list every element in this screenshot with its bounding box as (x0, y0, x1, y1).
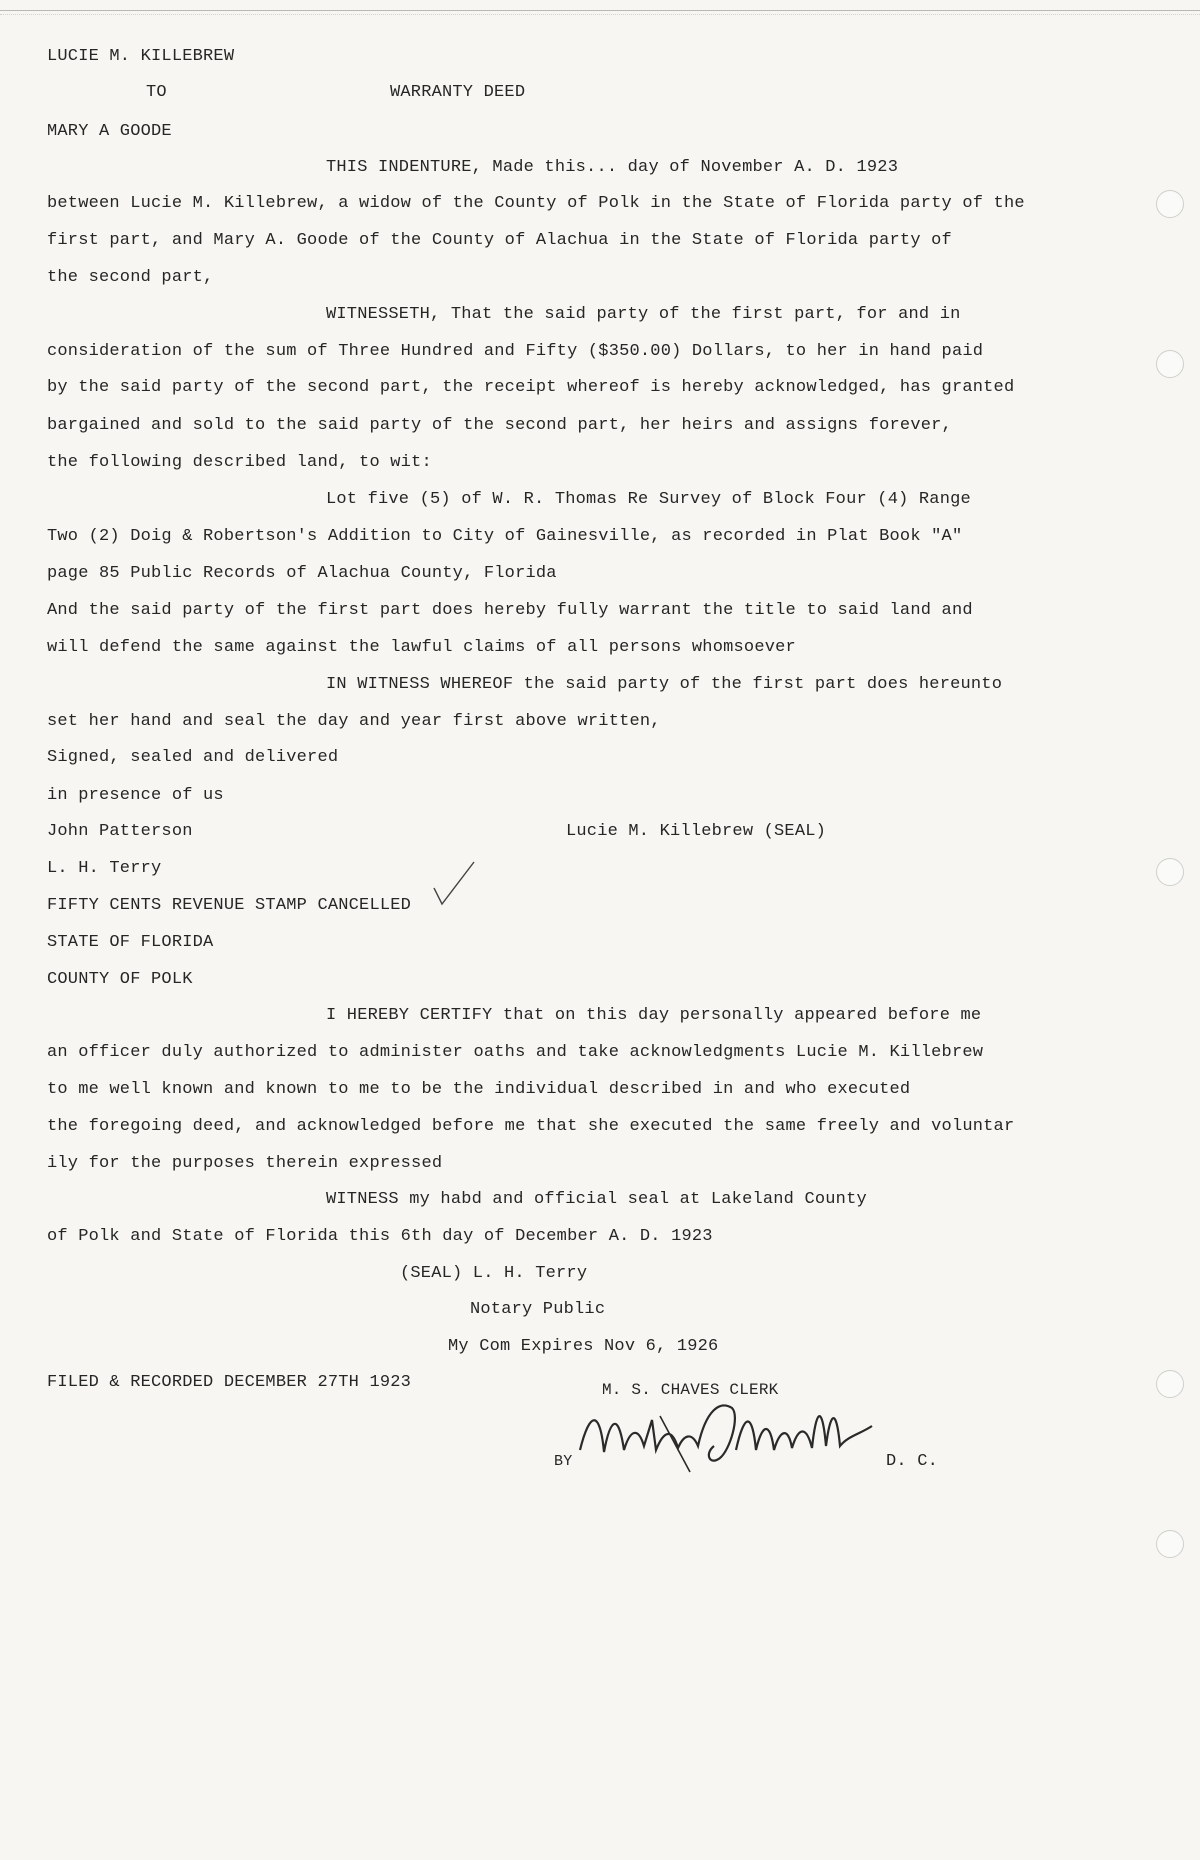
filed-recorded: FILED & RECORDED DECEMBER 27TH 1923 (47, 1373, 412, 1392)
grantee-name: MARY A GOODE (47, 122, 172, 141)
doc-type-title: WARRANTY DEED (390, 83, 526, 102)
signer-name: Lucie M. Killebrew (SEAL) (566, 822, 827, 841)
notary-witness-line: of Polk and State of Florida this 6th day of December A. D. 1923 (47, 1227, 713, 1246)
notary-name: (SEAL) L. H. Terry (400, 1264, 588, 1283)
page-top-edge (0, 10, 1200, 11)
warranty-line: will defend the same against the lawful claims of all persons whomsoever (47, 638, 796, 657)
clerk-name: M. S. CHAVES CLERK (602, 1381, 779, 1399)
revenue-stamp-note: FIFTY CENTS REVENUE STAMP CANCELLED (47, 896, 412, 915)
signed-line: Signed, sealed and delivered (47, 748, 339, 767)
lot-description-line: Lot five (5) of W. R. Thomas Re Survey of Block Four (4) Range (326, 490, 971, 509)
indenture-line: THIS INDENTURE, Made this... day of November A. D. 1923 (326, 158, 899, 177)
punch-hole-2 (1156, 350, 1184, 378)
lot-description-line: page 85 Public Records of Alachua County, Florida (47, 564, 557, 583)
in-witness-line: set her hand and seal the day and year first above written, (47, 712, 661, 731)
deputy-signature-icon (560, 1380, 890, 1490)
lot-description-line: Two (2) Doig & Robertson's Addition to City of Gainesville, as recorded in Plat Book "A" (47, 527, 963, 546)
witnesseth-line: WITNESSETH, That the said party of the first part, for and in (326, 305, 961, 324)
acknowledgment-line: I HEREBY CERTIFY that on this day personally appeared before me (326, 1006, 982, 1025)
punch-hole-3 (1156, 858, 1184, 886)
to-label: TO (146, 83, 167, 102)
acknowledgment-line: to me well known and known to me to be the individual described in and who executed (47, 1080, 911, 1099)
notary-title: Notary Public (470, 1300, 606, 1319)
warranty-line: And the said party of the first part does hereby fully warrant the title to said land and (47, 601, 973, 620)
punch-hole-1 (1156, 190, 1184, 218)
acknowledgment-line: the foregoing deed, and acknowledged before me that she executed the same freely and voluntar (47, 1117, 1015, 1136)
check-mark-icon (430, 860, 480, 910)
body-line: bargained and sold to the said party of the second part, her heirs and assigns forever, (47, 416, 952, 435)
body-line: the second part, (47, 268, 214, 287)
witness-name: L. H. Terry (47, 859, 162, 878)
body-line: by the said party of the second part, the receipt whereof is hereby acknowledged, has granted (47, 378, 1015, 397)
page-top-edge-dotted (0, 14, 1200, 15)
in-witness-line: IN WITNESS WHEREOF the said party of the first part does hereunto (326, 675, 1003, 694)
body-line: between Lucie M. Killebrew, a widow of the County of Polk in the State of Florida party of the (47, 194, 1025, 213)
acknowledgment-line: ily for the purposes therein expressed (47, 1154, 443, 1173)
punch-hole-5 (1156, 1530, 1184, 1558)
notary-witness-line: WITNESS my habd and official seal at Lakeland County (326, 1190, 867, 1209)
body-line: consideration of the sum of Three Hundred and Fifty ($350.00) Dollars, to her in hand paid (47, 342, 984, 361)
body-line: first part, and Mary A. Goode of the County of Alachua in the State of Florida party of (47, 231, 952, 250)
presence-line: in presence of us (47, 786, 224, 805)
commission-expiry: My Com Expires Nov 6, 1926 (448, 1337, 719, 1356)
witness-name: John Patterson (47, 822, 193, 841)
grantor-name: LUCIE M. KILLEBREW (47, 47, 235, 66)
body-line: the following described land, to wit: (47, 453, 432, 472)
acknowledgment-line: an officer duly authorized to administer oaths and take acknowledgments Lucie M. Killebrew (47, 1043, 984, 1062)
by-label: BY (554, 1453, 573, 1470)
deputy-clerk-label: D. C. (886, 1452, 939, 1471)
venue-state: STATE OF FLORIDA (47, 933, 214, 952)
punch-hole-4 (1156, 1370, 1184, 1398)
venue-county: COUNTY OF POLK (47, 970, 193, 989)
